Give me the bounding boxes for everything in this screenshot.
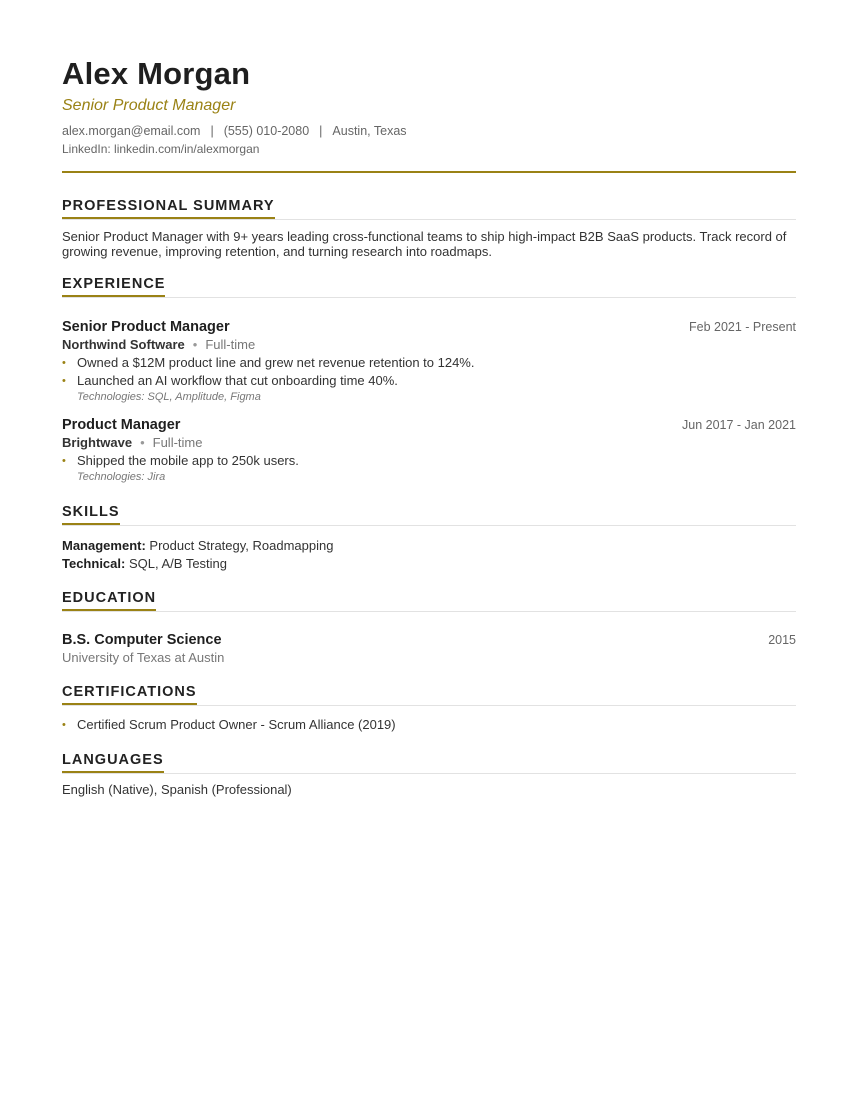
job-entry	[62, 319, 796, 403]
candidate-name: Alex Morgan	[62, 56, 251, 91]
email-link[interactable]: alex.morgan@email.com	[62, 124, 201, 138]
education-section	[62, 589, 796, 665]
location-text: Austin, Texas	[332, 124, 407, 138]
section-title: LANGUAGES	[62, 751, 164, 773]
section-title: SKILLS	[62, 503, 120, 525]
phone-text: (555) 010-2080	[223, 124, 310, 138]
job-technologies: Technologies: SQL, Amplitude, Figma	[77, 391, 261, 403]
bullet-text: Launched an AI workflow that cut onboarding time 40%.	[77, 373, 398, 388]
header-divider	[62, 171, 796, 173]
job-meta	[62, 337, 796, 352]
section-header	[62, 197, 796, 220]
company-name: Northwind Software	[62, 337, 185, 352]
skill-label: Management:	[62, 538, 146, 553]
bullet-icon: •	[62, 357, 66, 369]
bullet-text: Shipped the mobile app to 250k users.	[77, 453, 299, 468]
certifications-section	[62, 683, 796, 734]
section-header	[62, 503, 796, 526]
bullet-text: Owned a $12M product line and grew net revenue retention to 124%.	[77, 355, 475, 370]
skill-label: Technical:	[62, 556, 126, 571]
bullet-icon: •	[62, 719, 66, 731]
contact-line	[62, 124, 407, 138]
skills-list	[62, 537, 796, 573]
job-entry	[62, 417, 796, 483]
certification-list	[62, 716, 796, 734]
skill-value: SQL, A/B Testing	[128, 556, 228, 571]
candidate-title: Senior Product Manager	[62, 97, 236, 114]
skill-row	[62, 555, 796, 573]
graduation-year: 2015	[768, 633, 796, 647]
school-name: University of Texas at Austin	[62, 650, 225, 665]
summary-section	[62, 197, 796, 259]
skill-value: Product Strategy, Roadmapping	[149, 538, 334, 553]
job-bullets	[62, 354, 796, 390]
employment-type: Full-time	[152, 435, 203, 450]
education-entry	[62, 632, 796, 665]
section-header	[62, 751, 796, 774]
section-title: EXPERIENCE	[62, 275, 165, 297]
section-title: EDUCATION	[62, 589, 156, 611]
dot-separator-icon: •	[140, 435, 145, 450]
experience-section	[62, 275, 796, 298]
languages-text: English (Native), Spanish (Professional)	[62, 782, 292, 797]
section-header	[62, 683, 796, 706]
dot-separator-icon: •	[192, 337, 198, 352]
job-technologies: Technologies: Jira	[77, 471, 166, 483]
contact-separator: |	[210, 124, 214, 138]
section-header	[62, 589, 796, 612]
job-meta	[62, 435, 796, 450]
bullet-icon: •	[62, 375, 66, 387]
bullet-item	[62, 354, 796, 372]
job-dates: Feb 2021 - Present	[688, 320, 796, 334]
job-title: Senior Product Manager	[62, 319, 230, 335]
bullet-icon: •	[62, 455, 66, 467]
section-header	[62, 275, 796, 298]
skills-section	[62, 503, 796, 573]
employment-type: Full-time	[205, 337, 256, 352]
job-dates: Jun 2017 - Jan 2021	[682, 418, 796, 432]
certification-text: Certified Scrum Product Owner - Scrum Alliance (2019)	[77, 717, 396, 732]
section-title: PROFESSIONAL SUMMARY	[62, 197, 275, 219]
bullet-item	[62, 372, 796, 390]
skill-row	[62, 537, 796, 555]
summary-text: Senior Product Manager with 9+ years leading cross-functional teams to ship high-impact B2B SaaS products. Track record of growing revenue, improving retention, and turning research into roadmaps.	[62, 229, 787, 259]
linkedin-link[interactable]: LinkedIn: linkedin.com/in/alexmorgan	[62, 142, 260, 156]
degree-name: B.S. Computer Science	[62, 632, 222, 648]
section-title: CERTIFICATIONS	[62, 683, 197, 705]
languages-section	[62, 751, 796, 797]
bullet-item	[62, 452, 796, 470]
job-title: Product Manager	[62, 417, 181, 433]
company-name: Brightwave	[62, 435, 133, 450]
job-bullets	[62, 452, 796, 470]
certification-item	[62, 716, 796, 734]
contact-separator: |	[319, 124, 323, 138]
